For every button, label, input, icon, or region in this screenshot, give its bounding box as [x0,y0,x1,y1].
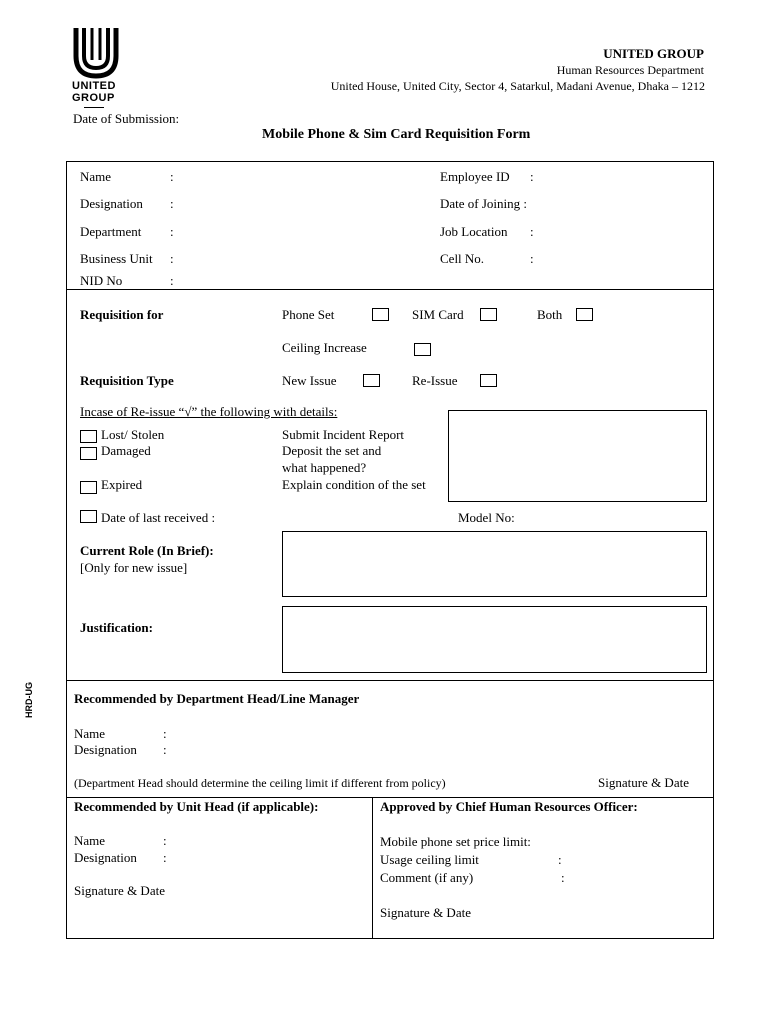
new-issue-label: New Issue [282,373,337,388]
comment-colon: : [561,870,565,885]
model-no-label: Model No: [458,510,515,525]
side-code: HRD-UG [24,682,34,718]
company-logo [70,26,122,110]
reissue-heading: Incase of Re-issue “√” the following with details: [80,404,338,419]
department-colon: : [170,224,174,239]
new-issue-checkbox[interactable] [363,374,380,387]
damaged-label: Damaged [101,443,151,458]
employee-id-colon: : [530,169,534,184]
section-divider-3 [66,797,713,798]
deposit-set-text: Deposit the set and [282,443,382,458]
justification-input-box[interactable] [282,606,707,673]
unit-head-designation-colon: : [163,850,167,865]
submit-incident-text: Submit Incident Report [282,427,405,442]
designation-colon: : [170,196,174,211]
dept-head-heading: Recommended by Department Head/Line Manager [74,691,360,706]
logo-text-united: UNITED [72,80,116,92]
expired-checkbox[interactable] [80,481,97,494]
current-role-label: Current Role (In Brief): [80,543,214,558]
cell-no-label: Cell No. [440,251,485,266]
dept-head-designation-label: Designation [74,742,137,757]
unit-head-designation-label: Designation [74,850,137,865]
company-address: United House, United City, Sector 4, Satarkul, Madani Avenue, Dhaka – 1212 [330,79,705,93]
cell-no-colon: : [530,251,534,266]
phone-set-checkbox[interactable] [372,308,389,321]
comment-label: Comment (if any) [380,870,474,885]
nid-label: NID No [80,273,123,288]
damaged-checkbox[interactable] [80,447,97,460]
unit-head-heading: Recommended by Unit Head (if applicable): [74,799,319,814]
approval-column-divider [372,797,373,938]
current-role-input-box[interactable] [282,531,707,597]
logo-underline [84,107,104,108]
dept-head-signature-label: Signature & Date [598,775,689,790]
united-group-logo-icon [72,26,120,80]
ceiling-increase-label: Ceiling Increase [282,340,367,355]
section-divider-1 [66,289,713,290]
phone-set-label: Phone Set [282,307,335,322]
price-limit-label: Mobile phone set price limit: [380,834,531,849]
business-unit-colon: : [170,251,174,266]
what-happened-text: what happened? [282,460,367,475]
section-divider-2 [66,680,713,681]
employee-id-label: Employee ID [440,169,510,184]
dept-head-name-label: Name [74,726,106,741]
re-issue-checkbox[interactable] [480,374,497,387]
unit-head-name-colon: : [163,833,167,848]
date-of-joining-label: Date of Joining : [440,196,528,211]
expired-label: Expired [101,477,143,492]
name-colon: : [170,169,174,184]
requisition-for-label: Requisition for [80,307,164,322]
date-last-received-label: Date of last received : [101,510,216,525]
both-label: Both [537,307,563,322]
both-checkbox[interactable] [576,308,593,321]
justification-label: Justification: [80,620,153,635]
usage-ceiling-colon: : [558,852,562,867]
business-unit-label: Business Unit [80,251,153,266]
only-new-issue-note: [Only for new issue] [80,560,188,575]
name-label: Name [80,169,112,184]
unit-head-name-label: Name [74,833,106,848]
lost-stolen-label: Lost/ Stolen [101,427,165,442]
job-location-label: Job Location [440,224,508,239]
re-issue-label: Re-Issue [412,373,458,388]
department-name: Human Resources Department [556,63,704,77]
reissue-details-box[interactable] [448,410,707,502]
ceiling-increase-checkbox[interactable] [414,343,431,356]
chro-heading: Approved by Chief Human Resources Officer: [380,799,638,814]
logo-text-group: GROUP [72,92,115,104]
designation-label: Designation [80,196,143,211]
form-title: Mobile Phone & Sim Card Requisition Form [262,127,531,142]
lost-stolen-checkbox[interactable] [80,430,97,443]
dept-head-designation-colon: : [163,742,167,757]
company-name: UNITED GROUP [603,46,704,61]
sim-card-checkbox[interactable] [480,308,497,321]
unit-head-signature-label: Signature & Date [74,883,165,898]
explain-condition-text: Explain condition of the set [282,477,426,492]
department-label: Department [80,224,142,239]
dept-head-note: (Department Head should determine the ceiling limit if different from policy) [74,776,446,790]
date-last-received-checkbox[interactable] [80,510,97,523]
dept-head-name-colon: : [163,726,167,741]
requisition-type-label: Requisition Type [80,373,174,388]
usage-ceiling-label: Usage ceiling limit [380,852,479,867]
date-of-submission-label: Date of Submission: [73,111,180,126]
sim-card-label: SIM Card [412,307,464,322]
nid-colon: : [170,273,174,288]
job-location-colon: : [530,224,534,239]
chro-signature-label: Signature & Date [380,905,471,920]
